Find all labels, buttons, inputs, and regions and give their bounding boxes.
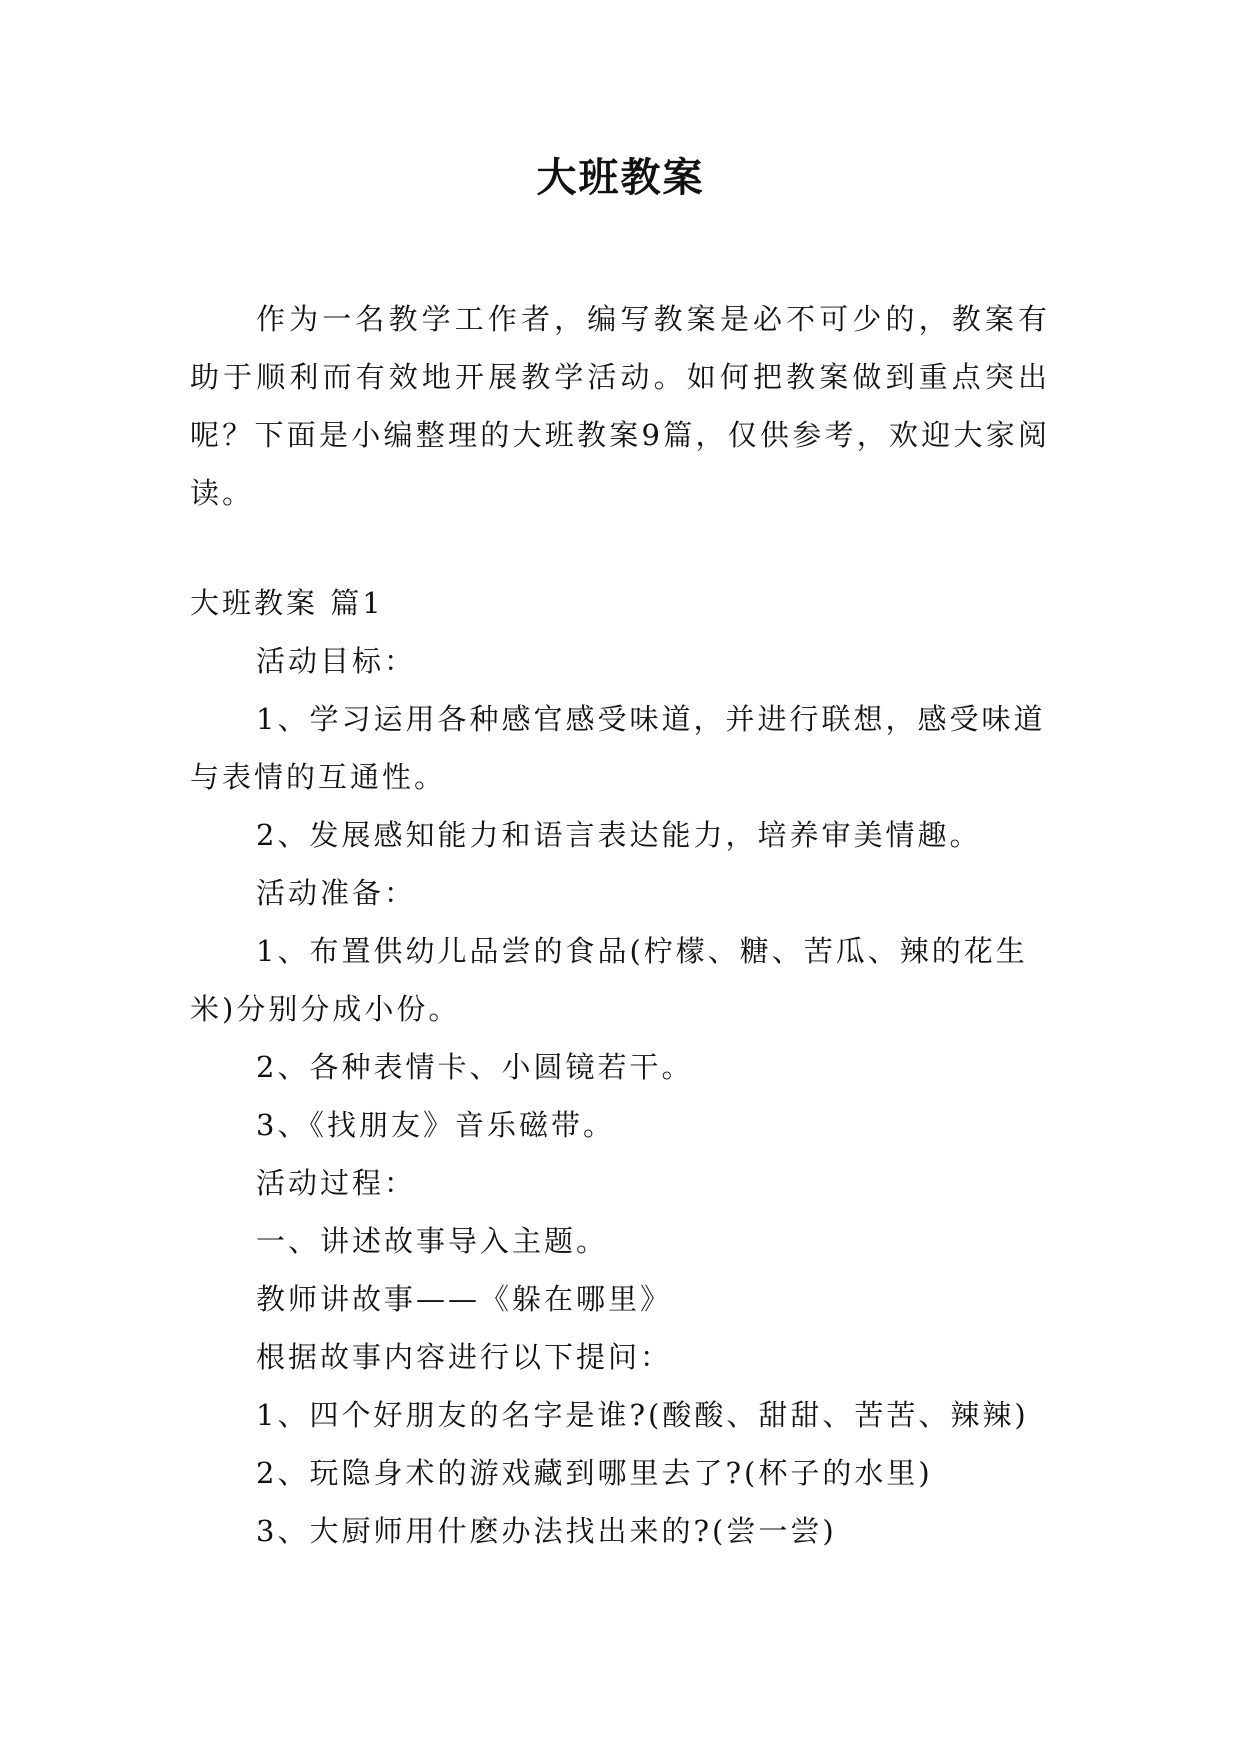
intro-paragraph: 作为一名教学工作者，编写教案是必不可少的，教案有助于顺利而有效地开展教学活动。如何把教案做到重点突出呢？下面是小编整理的大班教案9篇，仅供参考，欢迎大家阅读。	[190, 302, 1050, 510]
document-title: 大班教案	[536, 155, 705, 201]
questions-intro: 根据故事内容进行以下提问：	[256, 1340, 673, 1374]
prep-item-3: 3、《找朋友》音乐磁带。	[256, 1108, 615, 1142]
question-2: 2、玩隐身术的游戏藏到哪里去了?(杯子的水里)	[256, 1456, 933, 1490]
goal-item-2: 2、发展感知能力和语言表达能力，培养审美情趣。	[256, 818, 982, 852]
prep-item-1: 1、布置供幼儿品尝的食品(柠檬、糖、苦瓜、辣的花生米)分别分成小份。	[190, 934, 1028, 1026]
story-line: 教师讲故事——《躲在哪里》	[256, 1282, 673, 1316]
prep-item-2: 2、各种表情卡、小圆镜若干。	[256, 1050, 694, 1084]
section-heading: 大班教案 篇1	[190, 586, 384, 620]
process-label: 活动过程：	[256, 1166, 417, 1200]
prep-label: 活动准备：	[256, 876, 417, 910]
goal-item-1: 1、学习运用各种感官感受味道，并进行联想，感受味道与表情的互通性。	[190, 702, 1046, 794]
goals-label: 活动目标：	[256, 644, 417, 678]
lesson-body	[190, 574, 1070, 1560]
question-3: 3、大厨师用什麽办法找出来的?(尝一尝)	[256, 1514, 837, 1548]
process-step-1: 一、讲述故事导入主题。	[256, 1224, 609, 1258]
question-1: 1、四个好朋友的名字是谁?(酸酸、甜甜、苦苦、辣辣)	[256, 1398, 1029, 1432]
